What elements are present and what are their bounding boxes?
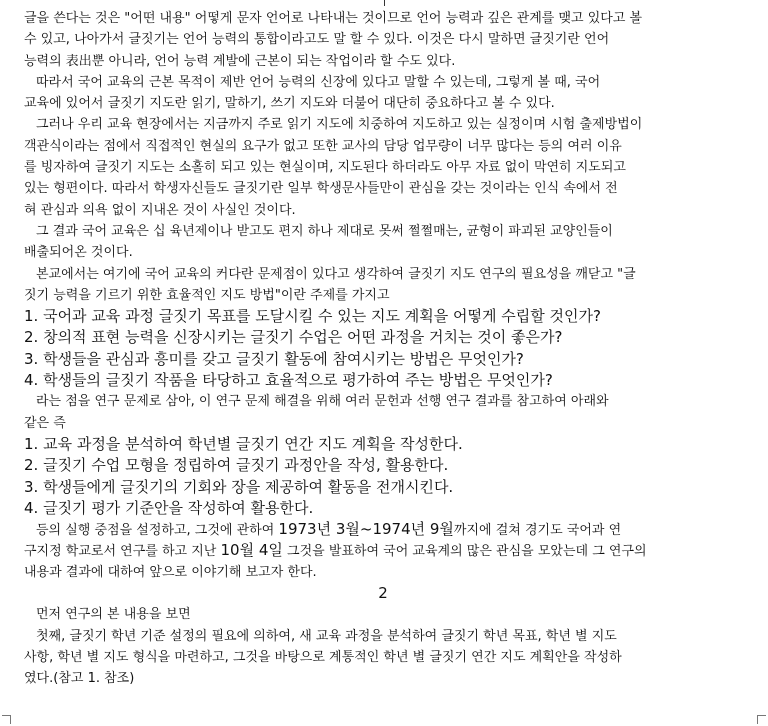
body-line: 따라서 국어 교육의 근본 목적이 제반 언어 능력의 신장에 있다고 말할 수 있는데, 그렇게 볼 때, 국어 — [36, 74, 601, 90]
action-item: 2. 글짓기 수업 모형을 정립하여 글짓기 과정안을 작성, 활용한다. — [24, 456, 449, 475]
text-run: 그것을 발표하여 국어 교육계의 많은 관심을 모았는데 그 연구의 — [282, 544, 647, 560]
body-line: 첫째, 글짓기 학년 기준 설정의 필요에 의하여, 새 교육 과정을 분석하여 글짓기 학년 목표, 학년 별 지도 — [36, 628, 617, 644]
body-line: 객관식이라는 점에서 직접적인 현실의 요구가 없고 또한 교사의 담당 업무량이 너무 많다는 등의 여러 이유 — [24, 138, 622, 154]
body-line: 그 결과 국어 교육은 십 육년제이나 받고도 편지 하나 제대로 못써 쩔쩔매는, 균형이 파괴된 교양인들이 — [36, 223, 613, 239]
top-center-tick — [384, 0, 385, 6]
research-question: 4. 학생들의 글짓기 작품을 타당하고 효율적으로 평가하여 주는 방법은 무엇인가? — [24, 371, 553, 390]
body-line: 글을 쓴다는 것은 "어떤 내용" 어떻게 문자 언어로 나타내는 것이므로 언어 능력과 깊은 관계를 맺고 있다고 볼 — [24, 11, 643, 26]
body-line: 사항, 학년 별 지도 형식을 마련하고, 그것을 바탕으로 계통적인 학년 별 글짓기 연간 지도 계획안을 작성하 — [24, 649, 622, 665]
body-line: 내용과 결과에 대하여 앞으로 이야기해 보고자 한다. — [24, 564, 317, 580]
date-text: 10월 4일 — [220, 541, 283, 560]
text-run: 까지에 걸쳐 경기도 국어과 연 — [453, 523, 622, 539]
text-run: 등의 실행 중점을 설정하고, 그것에 관하여 — [36, 523, 279, 539]
body-line — [24, 540, 750, 561]
body-line: 수 있고, 나아가서 글짓기는 언어 능력의 통합이라고도 말 할 수 있다. 이것은 다시 말하면 글짓기란 언어 — [24, 32, 610, 48]
research-question: 3. 학생들을 관심과 흥미를 갖고 글짓기 활동에 참여시키는 방법은 무엇인가? — [24, 349, 524, 368]
body-line — [24, 519, 750, 540]
body-line: 능력의 表出뿐 아니라, 언어 능력 계발에 근본이 되는 작업이라 할 수도 있다. — [24, 53, 456, 69]
body-line: 짓기 능력을 기르기 위한 효율적인 지도 방법"이란 주제를 가지고 — [24, 287, 390, 303]
body-line: 혀 관심과 의욕 없이 지내온 것이 사실인 것이다. — [24, 202, 296, 218]
body-line: 그러나 우리 교육 현장에서는 지금까지 주로 읽기 지도에 치중하여 지도하고 있는 실정이며 시험 출제방법이 — [36, 117, 643, 133]
research-question: 1. 국어과 교육 과정 글짓기 목표를 도달시킬 수 있는 지도 계획을 어떻게 수립할 것인가? — [24, 307, 601, 326]
research-question: 2. 창의적 표현 능력을 신장시키는 글짓기 수업은 어떤 과정을 거치는 것이 좋은가? — [24, 328, 563, 347]
body-line: 있는 형편이다. 따라서 학생자신들도 글짓기란 일부 학생문사들만이 관심을 갖는 것이라는 인식 속에서 전 — [24, 181, 618, 197]
page-number: 2 — [378, 584, 388, 603]
body-line: 교육에 있어서 글짓기 지도란 읽기, 말하기, 쓰기 지도와 더불어 대단히 중요하다고 볼 수 있다. — [24, 96, 555, 112]
body-line: 배출되어온 것이다. — [24, 245, 133, 261]
date-range: 1973년 3월~1974년 9월 — [278, 520, 454, 539]
body-line: 라는 점을 연구 문제로 삼아, 이 연구 문제 해결을 위해 여러 문헌과 선행 연구 결과를 참고하여 아래와 — [36, 394, 609, 410]
corner-crop-mark — [757, 715, 766, 724]
action-item: 1. 교육 과정을 분석하여 학년별 글짓기 연간 지도 계획을 작성한다. — [24, 434, 463, 453]
document-body — [24, 8, 750, 690]
corner-crop-mark — [2, 715, 11, 724]
text-run: 구지정 학교로서 연구를 하고 지난 — [24, 544, 221, 560]
body-line: 본교에서는 여기에 국어 교육의 커다란 문제점이 있다고 생각하여 글짓기 지도 연구의 필요성을 깨닫고 "글 — [36, 266, 636, 282]
body-line: 같은 즉 — [24, 415, 66, 431]
action-item: 3. 학생들에게 글짓기의 기회와 장을 제공하여 활동을 전개시킨다. — [24, 477, 454, 496]
body-line: 먼저 연구의 본 내용을 보면 — [36, 607, 191, 623]
body-line: 였다.(참고 1. 참조) — [24, 671, 135, 687]
action-item: 4. 글짓기 평가 기준안을 작성하여 활용한다. — [24, 498, 314, 517]
body-line: 를 빙자하여 글짓기 지도는 소홀히 되고 있는 현실이며, 지도된다 하더라도 아무 자료 없이 막연히 지도되고 — [24, 160, 626, 176]
